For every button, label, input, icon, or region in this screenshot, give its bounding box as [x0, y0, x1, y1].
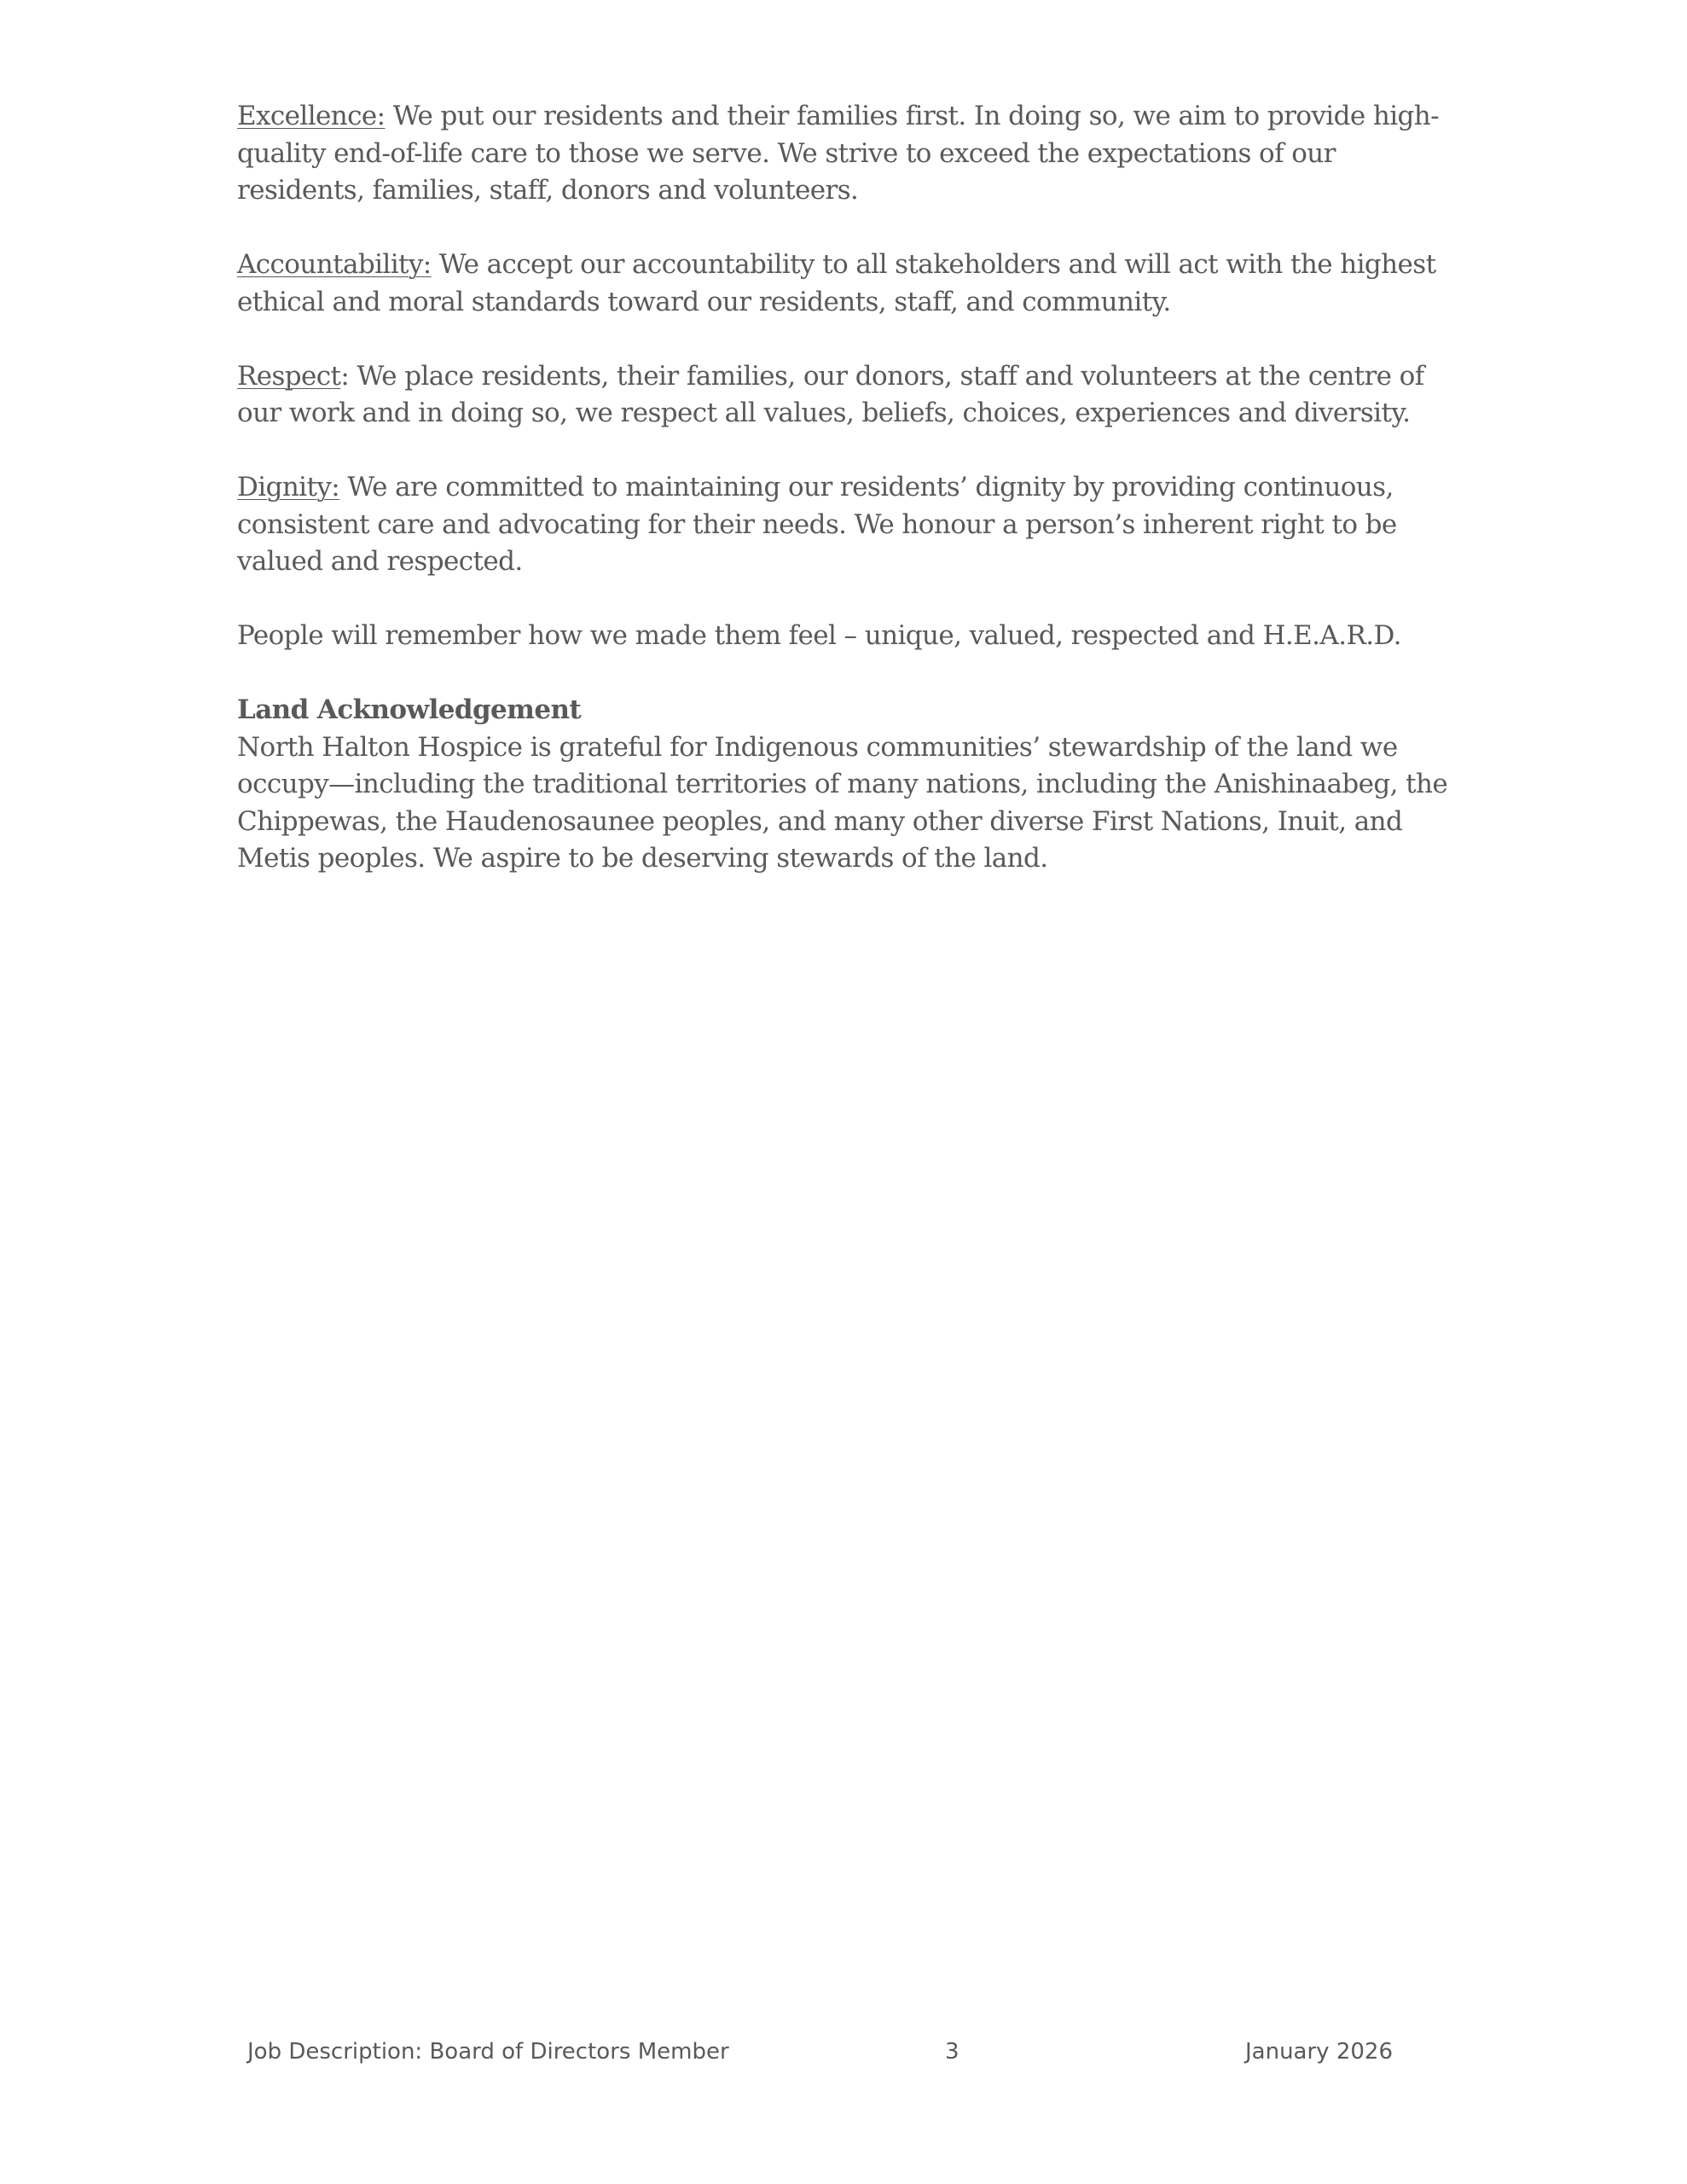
footer-date: January 2026: [1245, 2039, 1393, 2065]
page-content: [237, 98, 1448, 878]
value-term-accountability: Accountability:: [237, 249, 432, 280]
footer-document-title: Job Description: Board of Directors Member: [247, 2039, 729, 2065]
land-acknowledgement-body: North Halton Hospice is grateful for Indigenous communities’ stewardship of the land we occupy—including the traditional territories of many nations, including the Anishinaabeg, the Chippewas, the Haudenosaunee peoples, and many other diverse First Nations, Inuit, and Metis peoples. We aspire to be deserving stewards of the land.: [237, 731, 1448, 874]
value-excellence: [237, 98, 1448, 210]
value-term-respect: Respect: [237, 360, 341, 392]
footer-page-number: 3: [945, 2039, 959, 2065]
value-dignity: [237, 469, 1448, 581]
land-acknowledgement-heading: Land Acknowledgement: [237, 694, 582, 725]
value-text-respect: : We place residents, their families, our donors, staff and volunteers at the centre of our work and in doing so, we respect all values, beliefs, choices, experiences and diversity.: [237, 360, 1424, 428]
closing-statement: People will remember how we made them feel – unique, valued, respected and H.E.A.R.D.: [237, 620, 1401, 651]
value-accountability: [237, 247, 1448, 321]
value-text-accountability: We accept our accountability to all stakeholders and will act with the highest ethical and moral standards toward our residents, staff, and community.: [237, 249, 1436, 317]
value-text-dignity: We are committed to maintaining our residents’ dignity by providing continuous, consistent care and advocating for their needs. We honour a person’s inherent right to be valued and respected.: [237, 472, 1397, 577]
value-term-dignity: Dignity:: [237, 472, 340, 502]
page-footer: [0, 2039, 1687, 2073]
value-respect: [237, 358, 1448, 433]
value-text-excellence: We put our residents and their families first. In doing so, we aim to provide high-quality end-of-life care to those we serve. We strive to exceed the expectations of our residents, families, staff, donors and volunteers.: [237, 101, 1440, 206]
value-term-excellence: Excellence:: [237, 101, 386, 131]
